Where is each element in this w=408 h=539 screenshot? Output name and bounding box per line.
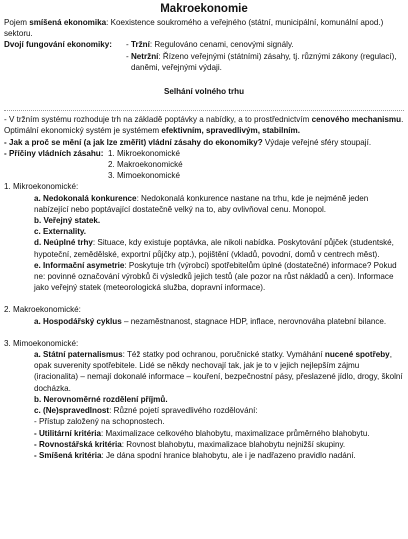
cause-item: 3. Mimoekonomické [108,171,180,181]
nonecon-c2 [34,428,404,439]
netrzni-text: : Řízeno veřejnými (státními) zásahy, tj. různými zákony (regulací), daněmi, veřejnými výdaji. [131,51,397,72]
macro-heading: 2. Makroekonomické: [4,305,81,315]
summary-line-2 [4,137,404,148]
document-page [4,0,404,461]
nonecon-heading: 3. Mimoekonomické: [4,338,79,348]
macro-list [4,316,404,327]
nonecon-c4-text: : Je dána spodní hranice blahobytu, ale i je nadřazeno pravidlo nadání. [101,450,356,460]
nonecon-item-a [34,349,404,394]
nonecon-c-term: c. (Ne)spravedlnost [34,406,110,416]
micro-item-e [34,260,404,294]
micro-a-text: : Nedokonalá konkurence nastane na trhu, kde je nejméně jeden nabízející nebo poptávající dostatečně velký na to, aby ovlivňoval cenu. Monopol. [34,193,369,214]
intro-definition [4,17,404,39]
dual-label: Dvojí fungování ekonomiky: [4,40,112,50]
trzni-term: Tržní [130,40,150,50]
trzni-text: : Regulováno cenami, cenovými signály. [149,40,294,50]
nonecon-c4 [34,450,404,461]
micro-item-d [34,237,404,259]
cause-item: 2. Makroekonomické [108,160,183,170]
nonecon-c2-text: : Maximalizace celkového blahobytu, maximalizace průměrného blahobytu. [101,428,370,438]
micro-item-c: c. Externality. [34,227,87,237]
micro-item-b: b. Veřejný statek. [34,216,101,226]
macro-item-a [34,316,404,327]
micro-item-a [34,193,404,215]
micro-e-term: e. Informační asymetrie [34,260,125,270]
micro-a-term: a. Nedokonalá konkurence [34,193,137,203]
summary-line1-a: - V tržním systému rozhoduje trh na základě poptávky a nabídky, a to prostřednictvím [4,115,312,125]
micro-list [4,193,404,294]
causes-row [4,148,404,182]
nonecon-c3-text: : Rovnost blahobytu, maximalizace blahobytu nejnižší skupiny. [121,439,346,449]
summary-line1-c: . Optimální ekonomický systém je systémem [4,115,404,136]
nonecon-a-term: a. Státní paternalismus [34,350,123,360]
summary-line1-d: efektivním, spravedlivým, stabilním. [161,126,300,136]
netrzni-term: Netržní [130,51,159,61]
summary-line2-b: Výdaje veřejné sféry stoupají. [262,137,372,147]
nonecon-c1: - Přístup založený na schopnostech. [34,417,165,427]
nonecon-c3 [34,439,404,450]
intro-term: smíšená ekonomika [29,18,107,27]
macro-a-text: – nezaměstnanost, stagnace HDP, inflace, nerovnováha platební bilance. [121,316,387,326]
summary-line1-b: cenového mechanismu [311,115,402,125]
nonecon-c-text: : Různé pojetí spravedlivého rozdělování: [109,406,258,416]
micro-e-text: : Poskytuje trh (výrobci) spotřebitelům úplné (dostatečné) informace? Pokud ne: povinné označování výrobků či výsledků jejich testů (ale pozor na růst nákladů a cen). Informace jako veřejný statek (meteorologická služba, dopravní informace). [34,260,397,293]
nonecon-c2-term: - Utilitární kritéria [34,428,102,438]
divider [4,110,404,111]
intro-definition-text: : Koexistence soukromého a veřejného (státní, municipální, komunální apod.) sektoru. [4,18,384,39]
page-title: Makroekonomie [160,3,248,15]
cause-item: 1. Mikroekonomické [108,148,180,158]
summary-line2-a: - Jak a proč se mění (a jak lze změřit) vládní zásahy do ekonomiky? [4,137,263,147]
nonecon-c3-term: - Rovnostářská kritéria [34,439,122,449]
micro-d-text: : Situace, kdy existuje poptávka, ale nikoli nabídka. Poskytování půjček (studentské, hypoteční, zemědělské, exportní půjčky atp.), pojištění (vkladů, povodní, domů v centrech měst). [34,238,394,259]
dual-functioning-row: Dvojí fungování ekonomiky: - Tržní: Regulováno cenami, cenovými signály. - Netržní: Řízeno veřejnými (státními) zásahy, tj. různými zákony (regulací), daněmi, veřejnými výdaji. [4,40,397,72]
nonecon-c4-term: - Smíšená kritéria [34,450,102,460]
nonecon-a-term2: nucené spotřeby [324,350,390,360]
nonecon-item-c [34,405,404,416]
intro-prefix: Pojem [4,18,30,27]
nonecon-list [4,349,404,461]
nonecon-a-text1: : Též statky pod ochranou, poručnické statky. Vymáhání [122,350,325,360]
micro-d-term: d. Neúplné trhy [34,238,93,248]
nonecon-a-text2: , opak suverenity spotřebitele. Lidé se někdy nechovají tak, jak je to v jejich nejlepším zájmu (iracionalita) – nemají dokonalé informace – kouření, bezpečnostní pásy, přeslazené jídlo, drogy, školní docházka. [34,350,403,393]
nonecon-item-b: b. Nerovnoměrné rozdělení příjmů. [34,394,168,404]
micro-heading: 1. Mikroekonomické: [4,182,79,192]
macro-a-term: a. Hospodářský cyklus [34,316,122,326]
section-heading: Selhání volného trhu [163,87,245,97]
summary-line-1 [4,114,404,136]
causes-label: - Příčiny vládních zásahu: [4,148,104,158]
